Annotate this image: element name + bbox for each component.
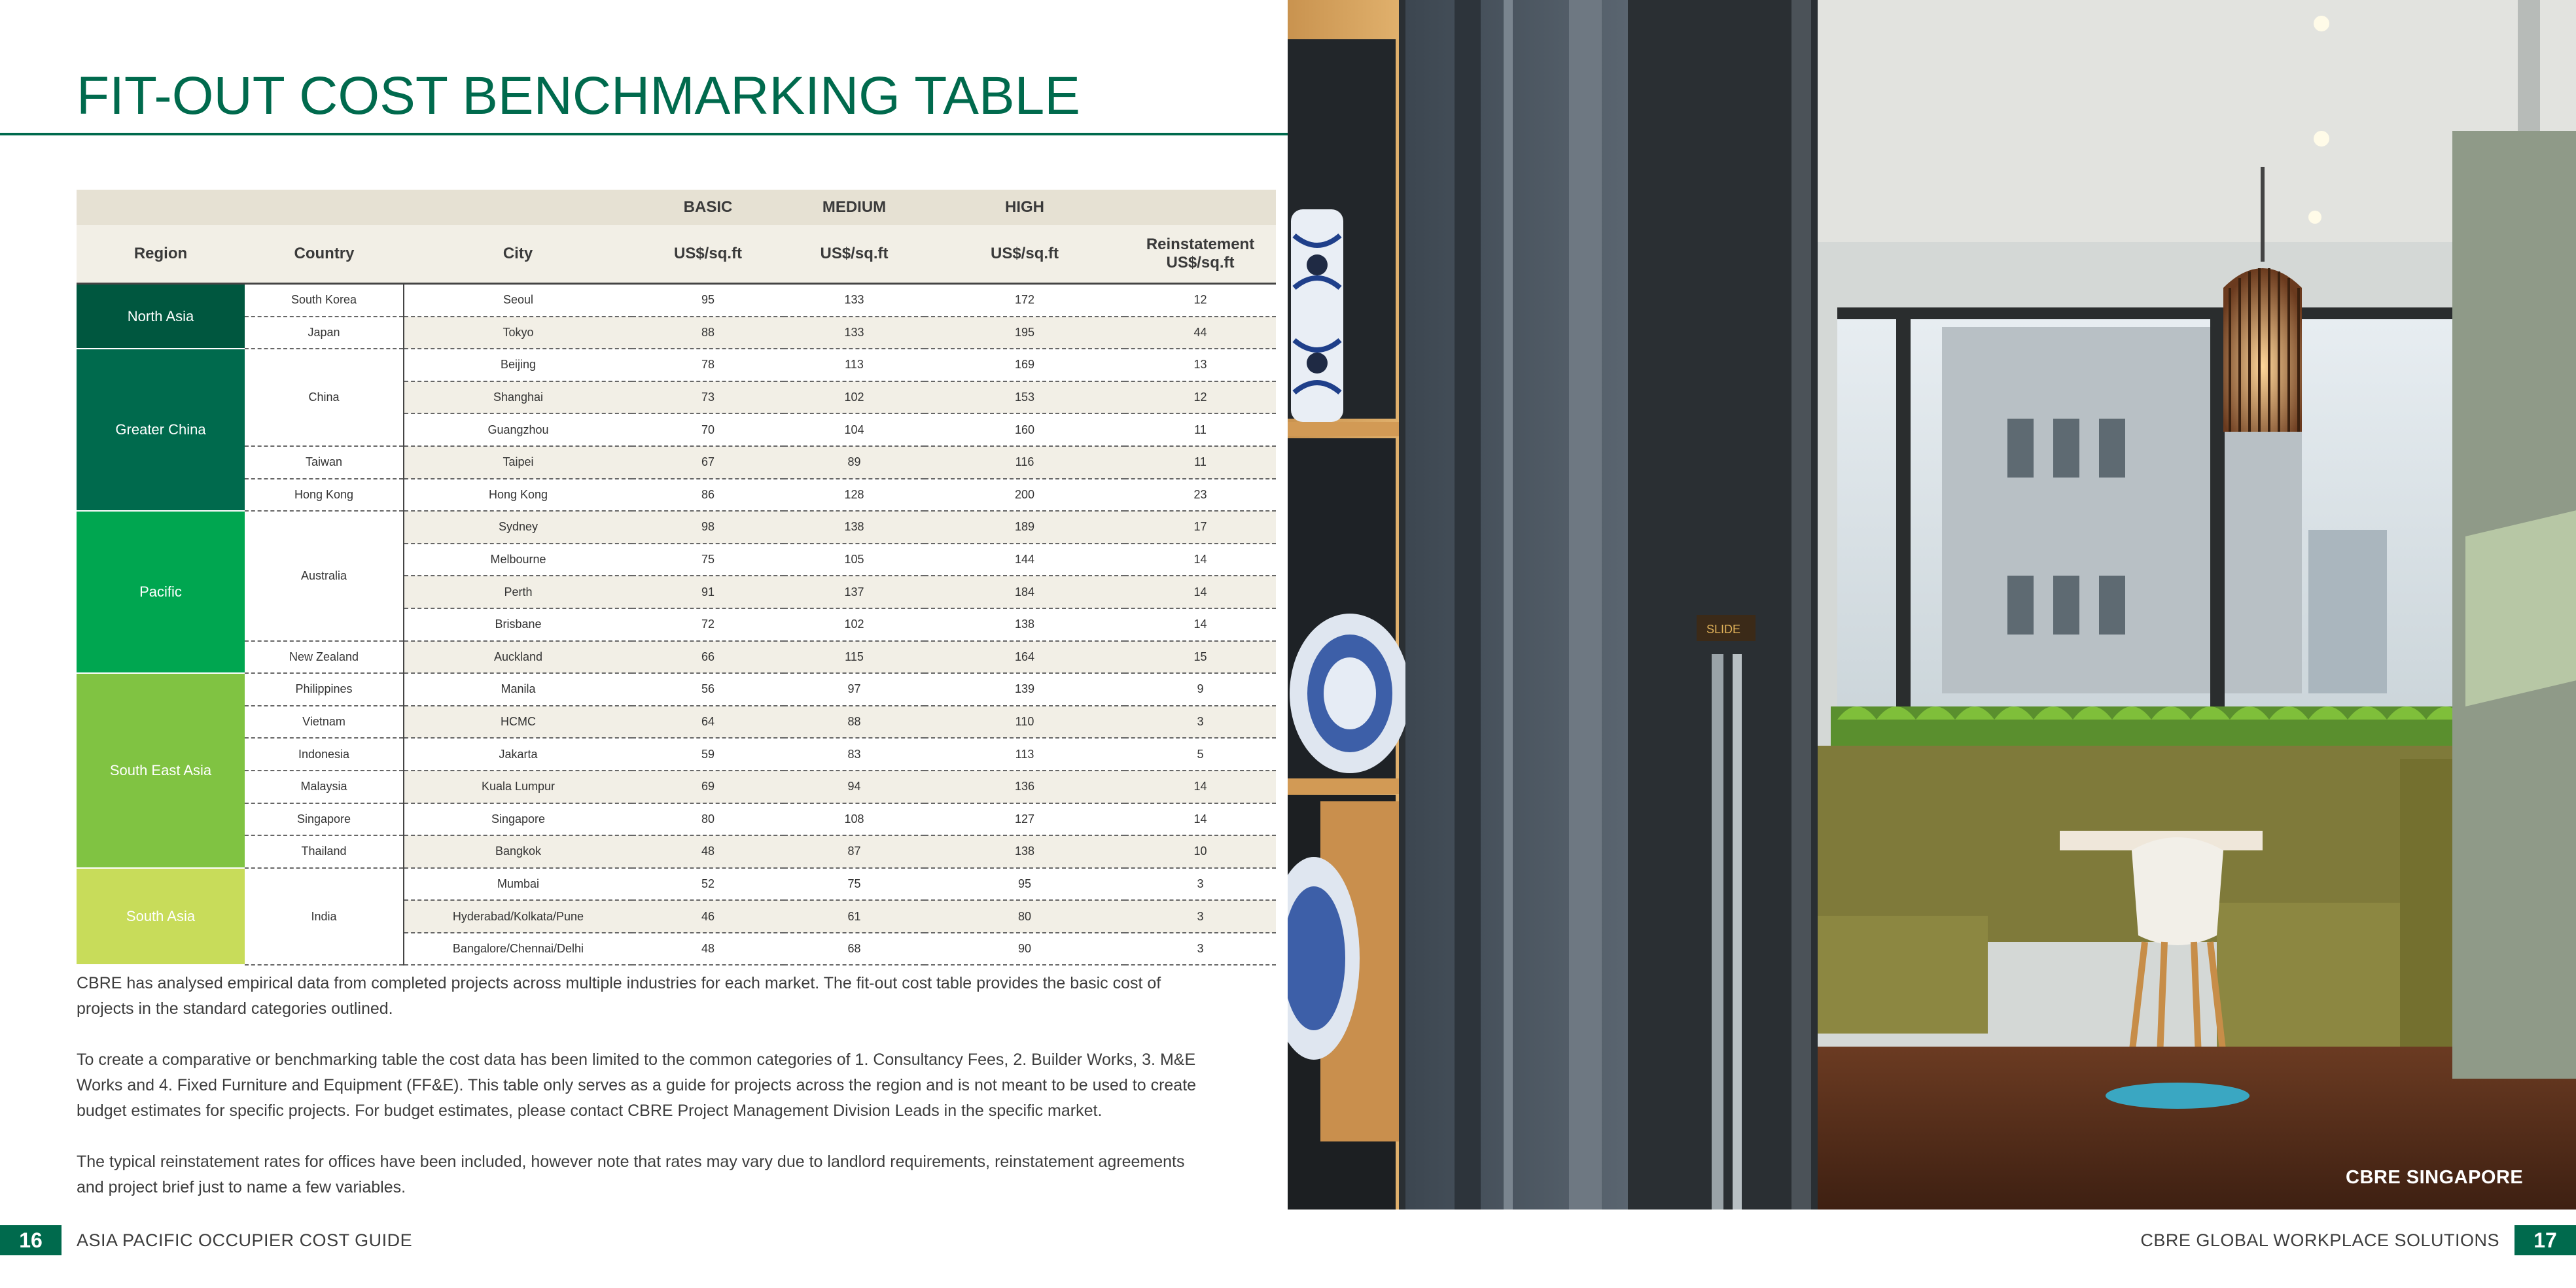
basic-cell: 95: [632, 284, 784, 317]
city-cell: Sydney: [404, 511, 632, 544]
column-header-row: [77, 225, 1276, 284]
right-footer-title: CBRE GLOBAL WORKPLACE SOLUTIONS: [2140, 1230, 2499, 1250]
table-row: [77, 446, 1276, 479]
medium-cell: 115: [784, 641, 925, 674]
basic-cell: 91: [632, 576, 784, 608]
city-cell: Bangalore/Chennai/Delhi: [404, 933, 632, 966]
medium-cell: 137: [784, 576, 925, 608]
medium-cell: 75: [784, 868, 925, 901]
high-cell: 189: [925, 511, 1125, 544]
group-header-medium: MEDIUM: [784, 190, 925, 225]
city-cell: Mumbai: [404, 868, 632, 901]
reinstatement-cell: 44: [1125, 317, 1276, 349]
city-cell: Perth: [404, 576, 632, 608]
medium-cell: 61: [784, 900, 925, 933]
basic-cell: 72: [632, 608, 784, 641]
table-row: [77, 835, 1276, 868]
city-cell: Hyderabad/Kolkata/Pune: [404, 900, 632, 933]
reinstatement-cell: 3: [1125, 933, 1276, 966]
city-cell: Seoul: [404, 284, 632, 317]
basic-cell: 73: [632, 381, 784, 414]
country-cell: South Korea: [245, 284, 404, 317]
city-cell: Bangkok: [404, 835, 632, 868]
medium-cell: 133: [784, 317, 925, 349]
left-page-number: 16: [0, 1225, 62, 1255]
medium-cell: 102: [784, 381, 925, 414]
reinstatement-cell: 14: [1125, 576, 1276, 608]
basic-cell: 78: [632, 349, 784, 381]
medium-cell: 113: [784, 349, 925, 381]
basic-cell: 48: [632, 933, 784, 966]
high-cell: 200: [925, 479, 1125, 512]
region-cell: Pacific: [77, 511, 245, 673]
benchmark-table-container: [77, 190, 1255, 966]
high-cell: 138: [925, 835, 1125, 868]
door-sign-text: SLIDE: [1706, 623, 1741, 636]
city-cell: Brisbane: [404, 608, 632, 641]
reinstatement-cell: 3: [1125, 706, 1276, 739]
country-cell: Singapore: [245, 803, 404, 836]
benchmark-table-body: [77, 284, 1276, 966]
city-cell: Singapore: [404, 803, 632, 836]
body-text: [77, 971, 1202, 1226]
header-region: Region: [77, 225, 245, 284]
country-cell: New Zealand: [245, 641, 404, 674]
reinstatement-cell: 17: [1125, 511, 1276, 544]
table-row: [77, 284, 1276, 317]
table-row: [77, 317, 1276, 349]
country-cell: China: [245, 349, 404, 446]
high-cell: 113: [925, 738, 1125, 771]
city-cell: Beijing: [404, 349, 632, 381]
high-cell: 195: [925, 317, 1125, 349]
high-cell: 138: [925, 608, 1125, 641]
country-cell: Vietnam: [245, 706, 404, 739]
table-row: [77, 706, 1276, 739]
basic-cell: 52: [632, 868, 784, 901]
city-cell: Tokyo: [404, 317, 632, 349]
medium-cell: 94: [784, 771, 925, 803]
city-cell: Shanghai: [404, 381, 632, 414]
reinstatement-cell: 14: [1125, 771, 1276, 803]
high-cell: 164: [925, 641, 1125, 674]
reinstatement-cell: 15: [1125, 641, 1276, 674]
header-country: Country: [245, 225, 404, 284]
table-row: [77, 511, 1276, 544]
high-cell: 153: [925, 381, 1125, 414]
basic-cell: 88: [632, 317, 784, 349]
reinstatement-cell: 3: [1125, 868, 1276, 901]
page-title: FIT-OUT COST BENCHMARKING TABLE: [77, 66, 1080, 126]
header-basic: US$/sq.ft: [632, 225, 784, 284]
reinstatement-cell: 14: [1125, 803, 1276, 836]
reinstatement-cell: 13: [1125, 349, 1276, 381]
high-cell: 90: [925, 933, 1125, 966]
basic-cell: 86: [632, 479, 784, 512]
basic-cell: 69: [632, 771, 784, 803]
table-row: [77, 738, 1276, 771]
basic-cell: 46: [632, 900, 784, 933]
high-cell: 110: [925, 706, 1125, 739]
reinstatement-cell: 23: [1125, 479, 1276, 512]
city-cell: Jakarta: [404, 738, 632, 771]
basic-cell: 67: [632, 446, 784, 479]
region-cell: Greater China: [77, 349, 245, 511]
city-cell: Manila: [404, 673, 632, 706]
country-cell: Japan: [245, 317, 404, 349]
basic-cell: 56: [632, 673, 784, 706]
group-header-high: HIGH: [925, 190, 1125, 225]
high-cell: 80: [925, 900, 1125, 933]
medium-cell: 133: [784, 284, 925, 317]
basic-cell: 66: [632, 641, 784, 674]
city-cell: Melbourne: [404, 544, 632, 576]
table-row: [77, 641, 1276, 674]
header-medium: US$/sq.ft: [784, 225, 925, 284]
high-cell: 95: [925, 868, 1125, 901]
group-header-row: [77, 190, 1276, 225]
basic-cell: 48: [632, 835, 784, 868]
basic-cell: 80: [632, 803, 784, 836]
group-header-empty: [1125, 190, 1276, 225]
basic-cell: 98: [632, 511, 784, 544]
group-header-empty: [245, 190, 404, 225]
city-cell: Hong Kong: [404, 479, 632, 512]
table-row: [77, 868, 1276, 901]
group-header-empty: [404, 190, 632, 225]
medium-cell: 102: [784, 608, 925, 641]
header-reinstatement-line1: Reinstatement: [1146, 235, 1255, 253]
header-reinstatement: [1125, 225, 1276, 284]
body-paragraph: To create a comparative or benchmarking table the cost data has been limited to the common categories of 1. Consultancy Fees, 2. Builder Works, 3. M&E Works and 4. Fixed Furniture and Equipment (FF&E). This table only serves as a guide for projects across the region and is not meant to be used to create budget estimates for specific projects. For budget estimates, please contact CBRE Project Management Division Leads in the specific market.: [77, 1051, 1197, 1120]
table-row: [77, 479, 1276, 512]
table-row: [77, 673, 1276, 706]
reinstatement-cell: 12: [1125, 284, 1276, 317]
reinstatement-cell: 10: [1125, 835, 1276, 868]
high-cell: 184: [925, 576, 1125, 608]
high-cell: 160: [925, 413, 1125, 446]
medium-cell: 138: [784, 511, 925, 544]
city-cell: Taipei: [404, 446, 632, 479]
medium-cell: 128: [784, 479, 925, 512]
medium-cell: 87: [784, 835, 925, 868]
country-cell: Malaysia: [245, 771, 404, 803]
region-cell: North Asia: [77, 284, 245, 349]
table-row: [77, 349, 1276, 381]
city-cell: Kuala Lumpur: [404, 771, 632, 803]
reinstatement-cell: 3: [1125, 900, 1276, 933]
reinstatement-cell: 12: [1125, 381, 1276, 414]
region-cell: South Asia: [77, 868, 245, 966]
reinstatement-cell: 9: [1125, 673, 1276, 706]
medium-cell: 68: [784, 933, 925, 966]
reinstatement-cell: 14: [1125, 544, 1276, 576]
country-cell: Australia: [245, 511, 404, 640]
header-city: City: [404, 225, 632, 284]
medium-cell: 104: [784, 413, 925, 446]
table-row: [77, 771, 1276, 803]
country-cell: Hong Kong: [245, 479, 404, 512]
high-cell: 172: [925, 284, 1125, 317]
basic-cell: 70: [632, 413, 784, 446]
country-cell: Philippines: [245, 673, 404, 706]
high-cell: 144: [925, 544, 1125, 576]
group-header-basic: BASIC: [632, 190, 784, 225]
title-rule: [0, 133, 1288, 135]
country-cell: India: [245, 868, 404, 966]
country-cell: Indonesia: [245, 738, 404, 771]
medium-cell: 83: [784, 738, 925, 771]
high-cell: 136: [925, 771, 1125, 803]
medium-cell: 88: [784, 706, 925, 739]
body-paragraph: CBRE has analysed empirical data from completed projects across multiple industries for each market. The fit-out cost table provides the basic cost of projects in the standard categories outlined.: [77, 974, 1161, 1018]
city-cell: Guangzhou: [404, 413, 632, 446]
office-photo: [1288, 0, 2576, 1210]
medium-cell: 97: [784, 673, 925, 706]
reinstatement-cell: 11: [1125, 413, 1276, 446]
city-cell: Auckland: [404, 641, 632, 674]
table-row: [77, 803, 1276, 836]
basic-cell: 64: [632, 706, 784, 739]
medium-cell: 105: [784, 544, 925, 576]
header-high: US$/sq.ft: [925, 225, 1125, 284]
group-header-empty: [77, 190, 245, 225]
medium-cell: 89: [784, 446, 925, 479]
country-cell: Thailand: [245, 835, 404, 868]
high-cell: 127: [925, 803, 1125, 836]
photo-caption: CBRE SINGAPORE: [2346, 1167, 2524, 1188]
header-reinstatement-line2: US$/sq.ft: [1166, 254, 1235, 271]
benchmark-table: [77, 190, 1276, 966]
high-cell: 169: [925, 349, 1125, 381]
region-cell: South East Asia: [77, 673, 245, 868]
reinstatement-cell: 11: [1125, 446, 1276, 479]
high-cell: 139: [925, 673, 1125, 706]
body-paragraph: The typical reinstatement rates for offices have been included, however note that rates may vary due to landlord requirements, reinstatement agreements and project brief just to name a few variables.: [77, 1153, 1185, 1196]
reinstatement-cell: 5: [1125, 738, 1276, 771]
right-page-number: 17: [2514, 1225, 2576, 1255]
left-footer-title: ASIA PACIFIC OCCUPIER COST GUIDE: [77, 1230, 413, 1250]
basic-cell: 59: [632, 738, 784, 771]
medium-cell: 108: [784, 803, 925, 836]
reinstatement-cell: 14: [1125, 608, 1276, 641]
basic-cell: 75: [632, 544, 784, 576]
high-cell: 116: [925, 446, 1125, 479]
city-cell: HCMC: [404, 706, 632, 739]
country-cell: Taiwan: [245, 446, 404, 479]
